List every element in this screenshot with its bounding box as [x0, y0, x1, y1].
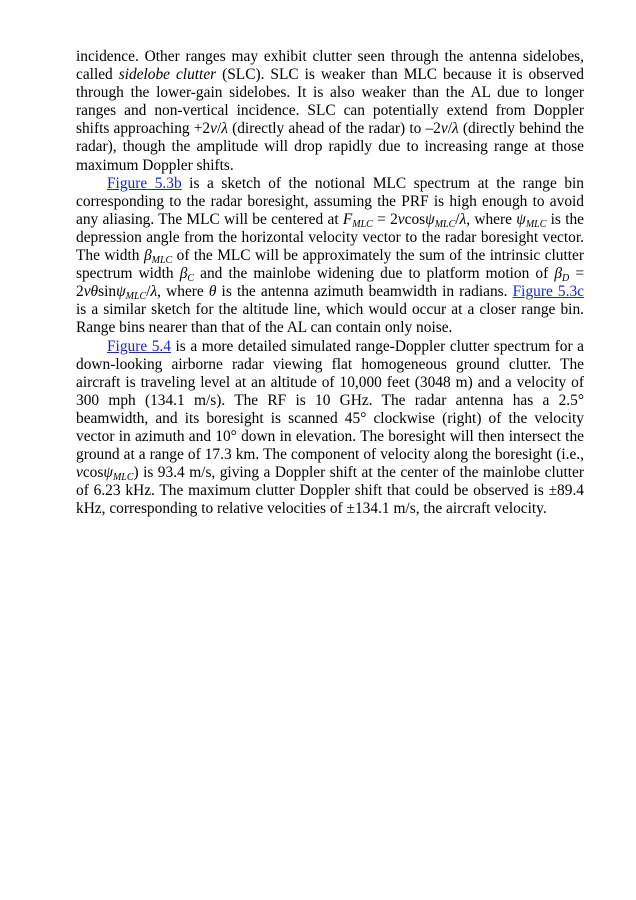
figure-5-3b-link[interactable]: Figure 5.3b: [107, 174, 182, 192]
figure-5-4-link[interactable]: Figure 5.4: [107, 337, 171, 355]
paragraph-sidelobe-clutter: incidence. Other ranges may exhibit clutter seen through the antenna sidelobes, called sidelobe clutter (SLC). SLC is weaker than MLC because it is observed through the lower-gain sidelobes. It is also weaker than the AL due to longer ranges and non-vertical incidence. SLC can potentially extend from Doppler shifts approaching +2v/λ (directly ahead of the radar) to –2v/λ (directly behind the radar), though the amplitude will drop rapidly due to increasing range at those maximum Doppler shifts.: [76, 48, 585, 174]
figure-5-3c-link[interactable]: Figure 5.3c: [512, 283, 584, 301]
paragraph-mlc-spectrum: Figure 5.3b is a sketch of the notional MLC spectrum at the range bin corresponding to the radar boresight, assuming the PRF is high enough to avoid any aliasing. The MLC will be centered at $F_{MLC} = 2vcos\psi_{MLC}/\lambda$, where $\psi_{MLC}$ is the depression angle from the horizontal velocity vector to the radar boresight vector. The width $\beta_{MLC}$ of the MLC will be approximately the sum of the intrinsic clutter spectrum width $\beta_C$ and the mainlobe widening due to platform motion of $\beta_D = 2v\theta\sin\psi_{MLC}/\lambda$, where θ is the antenna azimuth beamwidth in radians. Figure 5.3c is a similar sketch for the altitude line, which would occur at a closer range bin. Range bins nearer than that of the AL can contain only noise.: [76, 174, 585, 337]
paragraph-range-doppler: Figure 5.4 is a more detailed simulated range-Doppler clutter spectrum for a down-looking airborne radar viewing flat homogeneous ground clutter. The aircraft is traveling level at an altitude of 10,000 feet (3048 m) and a velocity of 300 mph (134.1 m/s). The RF is 10 GHz. The radar antenna has a 2.5° beamwidth, and its boresight is scanned 45° clockwise (right) of the velocity vector in azimuth and 10° down in elevation. The boresight will then intersect the ground at a range of 17.3 km. The component of velocity along the boresight (i.e., vcosψ$_{MLC}$) is 93.4 m/s, giving a Doppler shift at the center of the mainlobe clutter of 6.23 kHz. The maximum clutter Doppler shift that could be observed is ±89.4 kHz, corresponding to relative velocities of ±134.1 m/s, the aircraft velocity.: [76, 337, 584, 518]
term-sidelobe-clutter: sidelobe clutter: [118, 66, 217, 84]
document-body: [76, 48, 584, 518]
